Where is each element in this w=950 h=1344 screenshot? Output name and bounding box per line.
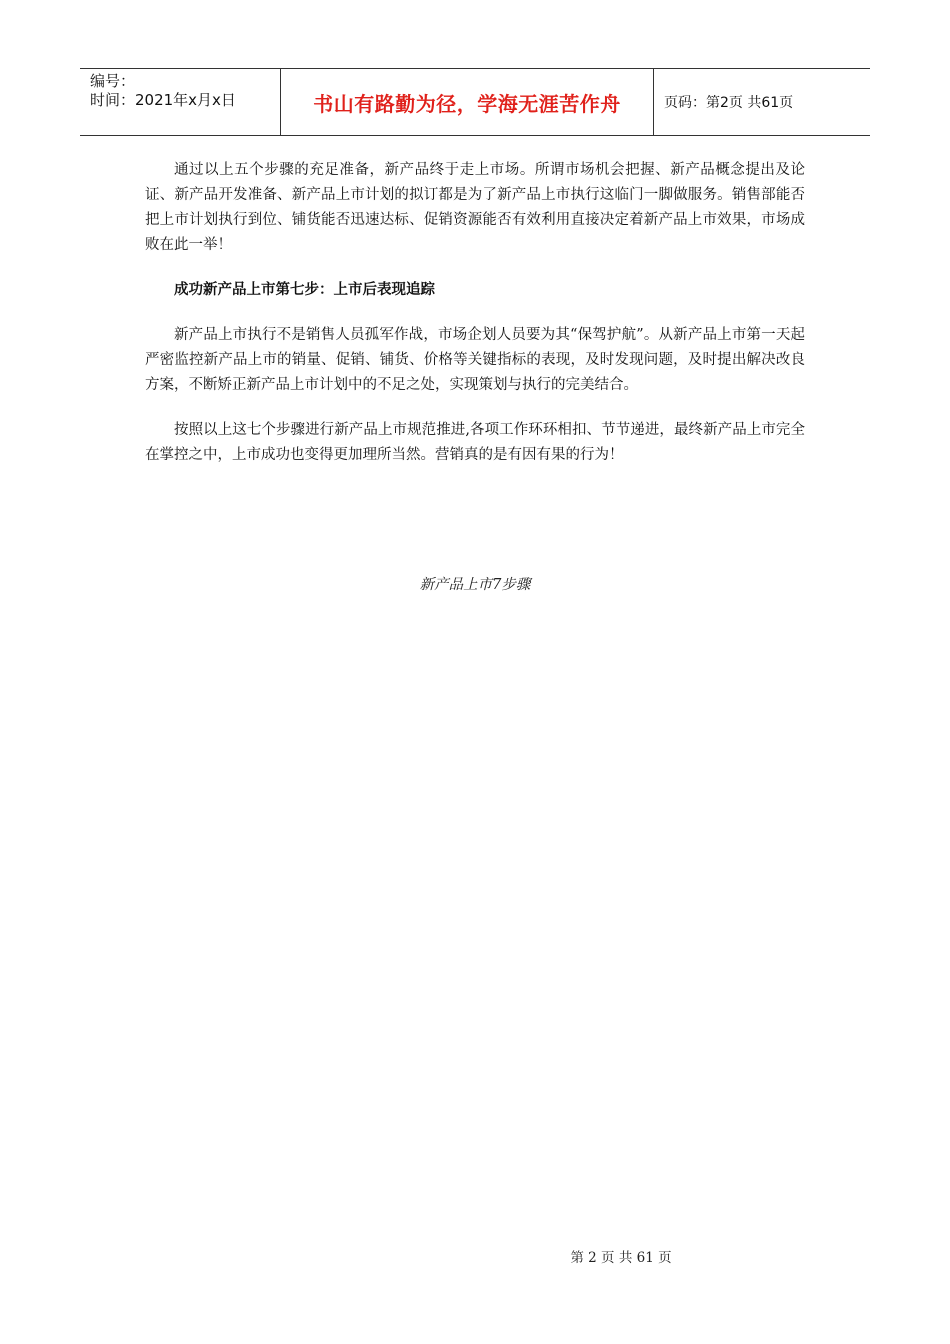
header-page-info: 页码：第2页 共61页	[664, 95, 794, 111]
document-body	[145, 158, 805, 468]
document-number-label: 编号：	[90, 72, 136, 90]
header-meta	[80, 69, 281, 135]
page-footer: 第 2 页 共 61 页	[570, 1250, 672, 1266]
section-heading: 成功新产品上市第七步：上市后表现追踪	[174, 282, 435, 298]
body-paragraph-3: 按照以上这七个步骤进行新产品上市规范推进,各项工作环环相扣、节节递进，最终新产品上市完全在掌控之中，上市成功也变得更加理所当然。营销真的是有因有果的行为！	[145, 422, 805, 463]
document-caption: 新产品上市7步骤	[419, 577, 531, 593]
body-paragraph-2: 新产品上市执行不是销售人员孤军作战，市场企划人员要为其“保驾护航”。从新产品上市第一天起严密监控新产品上市的销量、促销、铺货、价格等关键指标的表现，及时发现问题，及时提出解决改良方案，不断矫正新产品上市计划中的不足之处，实现策划与执行的完美结合。	[145, 327, 805, 393]
header-motto: 书山有路勤为径，学海无涯苦作舟	[281, 69, 654, 135]
body-paragraph-1: 通过以上五个步骤的充足准备，新产品终于走上市场。所谓市场机会把握、新产品概念提出及论证、新产品开发准备、新产品上市计划的拟订都是为了新产品上市执行这临门一脚做服务。销售部能否把上市计划执行到位、铺货能否迅速达标、促销资源能否有效利用直接决定着新产品上市效果，市场成败在此一举！	[145, 162, 805, 253]
document-date: 时间：2021年x月x日	[90, 91, 236, 109]
page-header	[80, 68, 870, 136]
